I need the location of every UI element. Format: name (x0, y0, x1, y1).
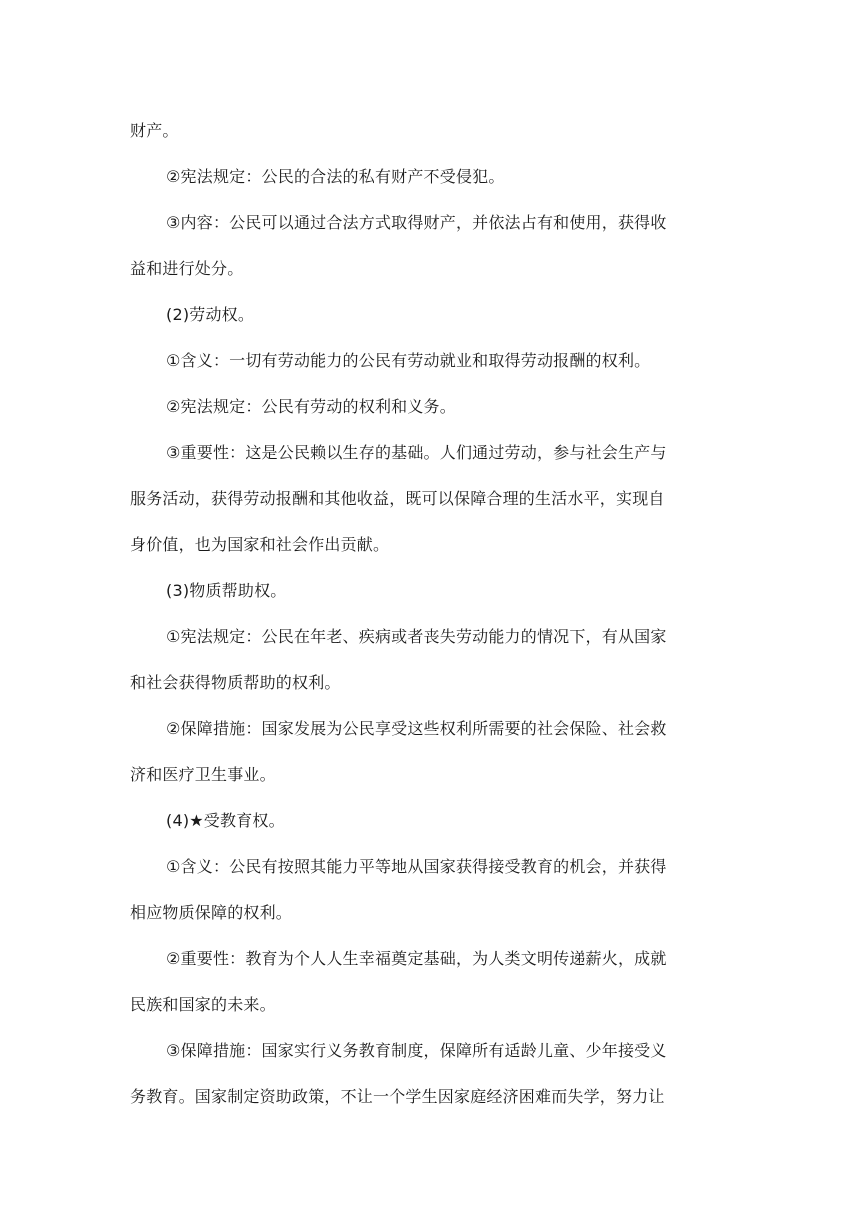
text-line: 务教育。国家制定资助政策，不让一个学生因家庭经济困难而失学，努力让 (130, 1087, 665, 1106)
section-heading: (4)★受教育权。 (166, 811, 285, 830)
text-line: 财产。 (130, 121, 179, 140)
text-line: ②保障措施：国家发展为公民享受这些权利所需要的社会保险、社会救 (166, 719, 667, 738)
text-line: 服务活动，获得劳动报酬和其他收益，既可以保障合理的生活水平，实现自 (130, 489, 665, 508)
text-line: ①含义：公民有按照其能力平等地从国家获得接受教育的机会，并获得 (166, 857, 667, 876)
text-line: 益和进行处分。 (130, 259, 244, 278)
text-line: ③保障措施：国家实行义务教育制度，保障所有适龄儿童、少年接受义 (166, 1041, 667, 1060)
text-line: ②宪法规定：公民有劳动的权利和义务。 (166, 397, 456, 416)
text-line: ②宪法规定：公民的合法的私有财产不受侵犯。 (166, 167, 505, 186)
text-line: ①含义：一切有劳动能力的公民有劳动就业和取得劳动报酬的权利。 (166, 351, 651, 370)
section-heading: (2)劳动权。 (166, 305, 255, 324)
text-line: ①宪法规定：公民在年老、疾病或者丧失劳动能力的情况下，有从国家 (166, 627, 667, 646)
text-line: ②重要性：教育为个人人生幸福奠定基础，为人类文明传递薪火，成就 (166, 949, 667, 968)
text-line: 和社会获得物质帮助的权利。 (130, 673, 341, 692)
text-line: 济和医疗卫生事业。 (130, 765, 276, 784)
text-line: 身价值，也为国家和社会作出贡献。 (130, 535, 390, 554)
text-line: ③重要性：这是公民赖以生存的基础。人们通过劳动，参与社会生产与 (166, 443, 667, 462)
text-line: ③内容：公民可以通过合法方式取得财产，并依法占有和使用，获得收 (166, 213, 667, 232)
section-heading: (3)物质帮助权。 (166, 581, 287, 600)
text-line: 相应物质保障的权利。 (130, 903, 293, 922)
text-line: 民族和国家的未来。 (130, 995, 276, 1014)
document-body (130, 108, 734, 1120)
